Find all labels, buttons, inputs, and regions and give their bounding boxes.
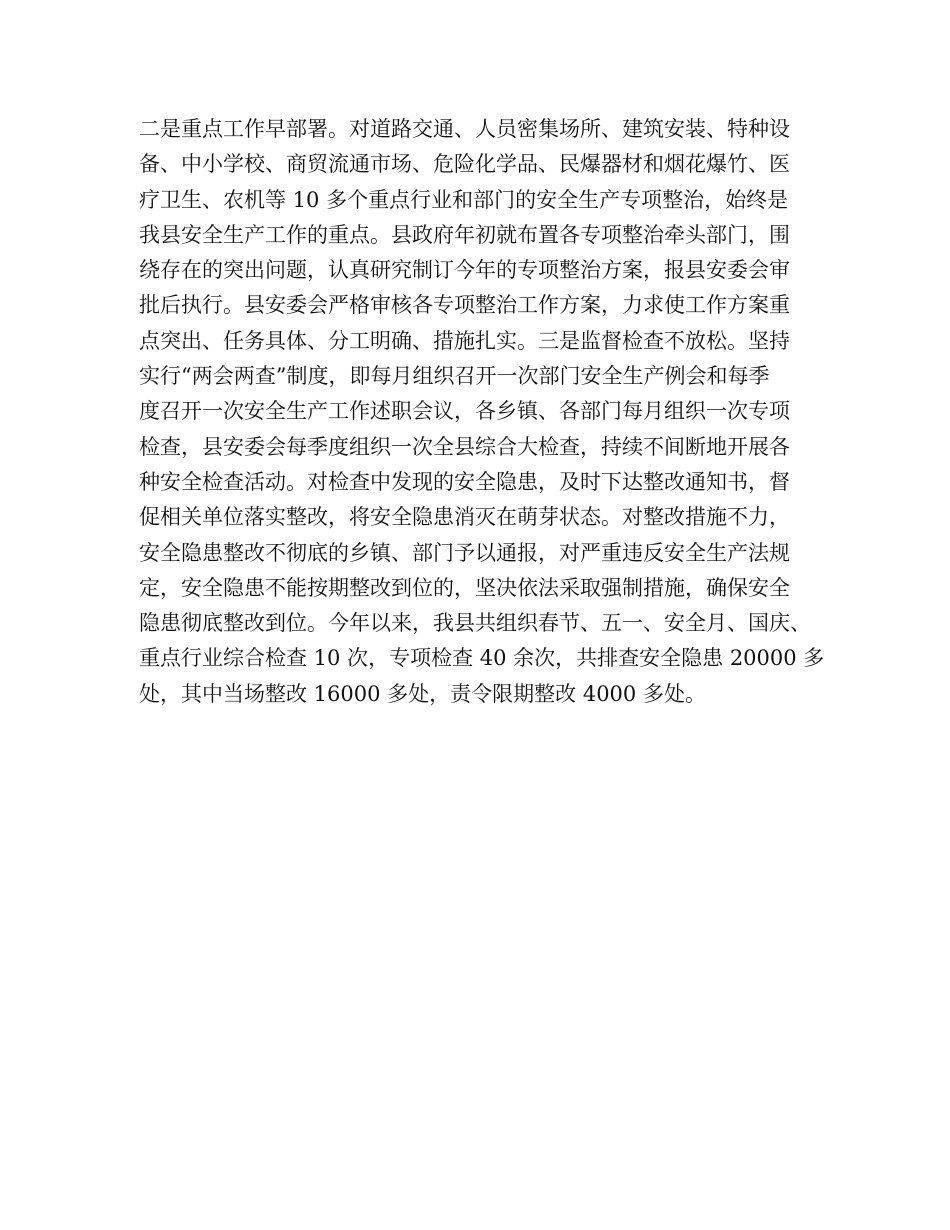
text-line: 安全隐患整改不彻底的乡镇、部门予以通报，对严重违反安全生产法规 [139, 540, 790, 565]
text-line: 备、中小学校、商贸流通市场、危险化学品、民爆器材和烟花爆竹、医 [139, 152, 790, 177]
text-line: 促相关单位落实整改，将安全隐患消灭在萌芽状态。对整改措施不力， [139, 505, 790, 530]
text-line: 重点行业综合检查 10 次，专项检查 40 余次，共排查安全隐患 20000 多 [139, 646, 825, 671]
text-line: 绕存在的突出问题，认真研究制订今年的专项整治方案，报县安委会审 [139, 258, 790, 283]
text-line: 批后执行。县安委会严格审核各专项整治工作方案，力求使工作方案重 [139, 293, 790, 318]
text-line: 我县安全生产工作的重点。县政府年初就布置各专项整治牵头部门，围 [139, 222, 790, 247]
text-line: 实行“两会两查”制度，即每月组织召开一次部门安全生产例会和每季 [139, 364, 770, 389]
body-paragraph [139, 112, 839, 712]
text-line: 二是重点工作早部署。对道路交通、人员密集场所、建筑安装、特种设 [139, 117, 790, 141]
text-line: 种安全检查活动。对检查中发现的安全隐患，及时下达整改通知书，督 [139, 469, 790, 494]
text-line: 处，其中当场整改 16000 多处，责令限期整改 4000 多处。 [139, 681, 706, 706]
text-line: 疗卫生、农机等 10 多个重点行业和部门的安全生产专项整治，始终是 [139, 187, 789, 212]
text-line: 点突出、任务具体、分工明确、措施扎实。三是监督检查不放松。坚持 [139, 328, 790, 353]
text-line: 检查，县安委会每季度组织一次全县综合大检查，持续不间断地开展各 [139, 434, 790, 459]
text-line: 度召开一次安全生产工作述职会议，各乡镇、各部门每月组织一次专项 [139, 399, 790, 424]
text-line: 隐患彻底整改到位。今年以来，我县共组织春节、五一、安全月、国庆、 [139, 611, 811, 636]
text-line: 定，安全隐患不能按期整改到位的，坚决依法采取强制措施，确保安全 [139, 575, 790, 600]
